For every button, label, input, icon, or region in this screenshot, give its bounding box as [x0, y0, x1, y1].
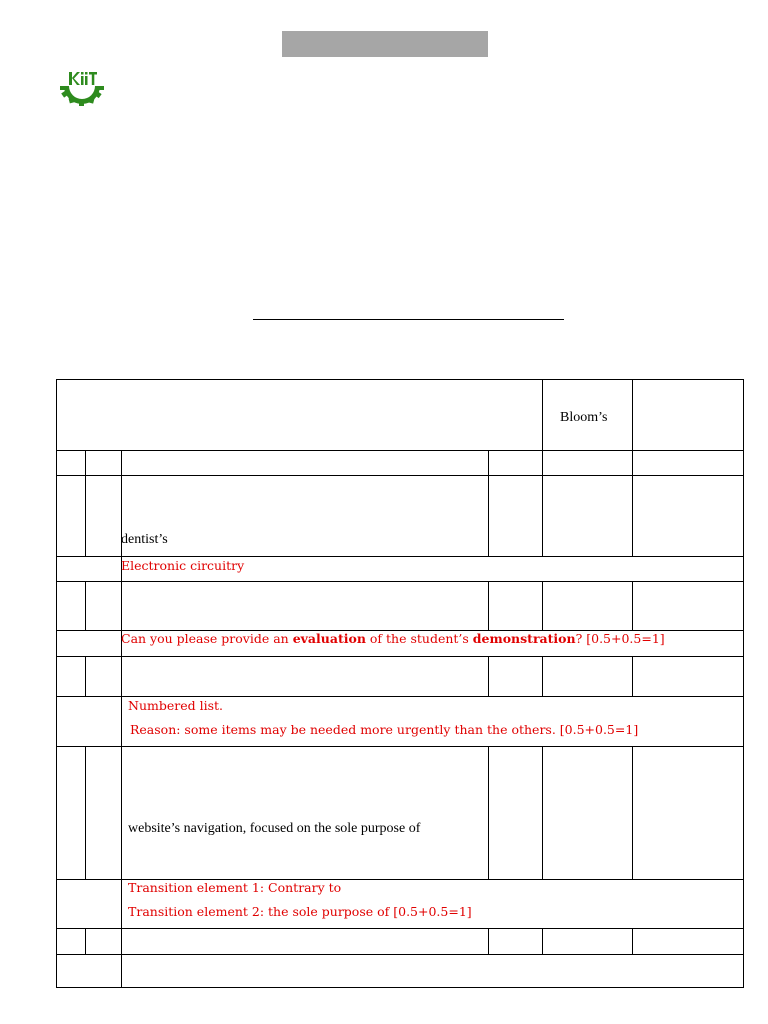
title-underline — [253, 319, 564, 320]
answer-4-line2: Transition element 2: the sole purpose of [0.5+0.5=1] — [128, 904, 472, 919]
header-bar — [282, 31, 488, 57]
answer-3-line2: Reason: some items may be needed more urgently than the others. [0.5+0.5=1] — [130, 722, 639, 737]
question-1-text: dentist’s — [121, 532, 168, 547]
kiit-logo — [58, 68, 106, 108]
answer-3-line1: Numbered list. — [128, 698, 223, 713]
blooms-header: Bloom’s — [560, 410, 608, 425]
answer-2-suffix: ? [0.5+0.5=1] — [575, 631, 665, 646]
answer-2-middle: of the student’s — [365, 631, 473, 646]
question-4-text: website’s navigation, focused on the sole purpose of — [128, 821, 421, 836]
answer-2-prefix: Can you please provide an — [121, 631, 293, 646]
answer-4-line1: Transition element 1: Contrary to — [128, 880, 342, 895]
answer-2-em2: demonstration — [472, 631, 576, 646]
answer-2-em1: evaluation — [292, 631, 366, 646]
answer-2 — [121, 630, 665, 648]
answer-1: Electronic circuitry — [121, 558, 245, 573]
